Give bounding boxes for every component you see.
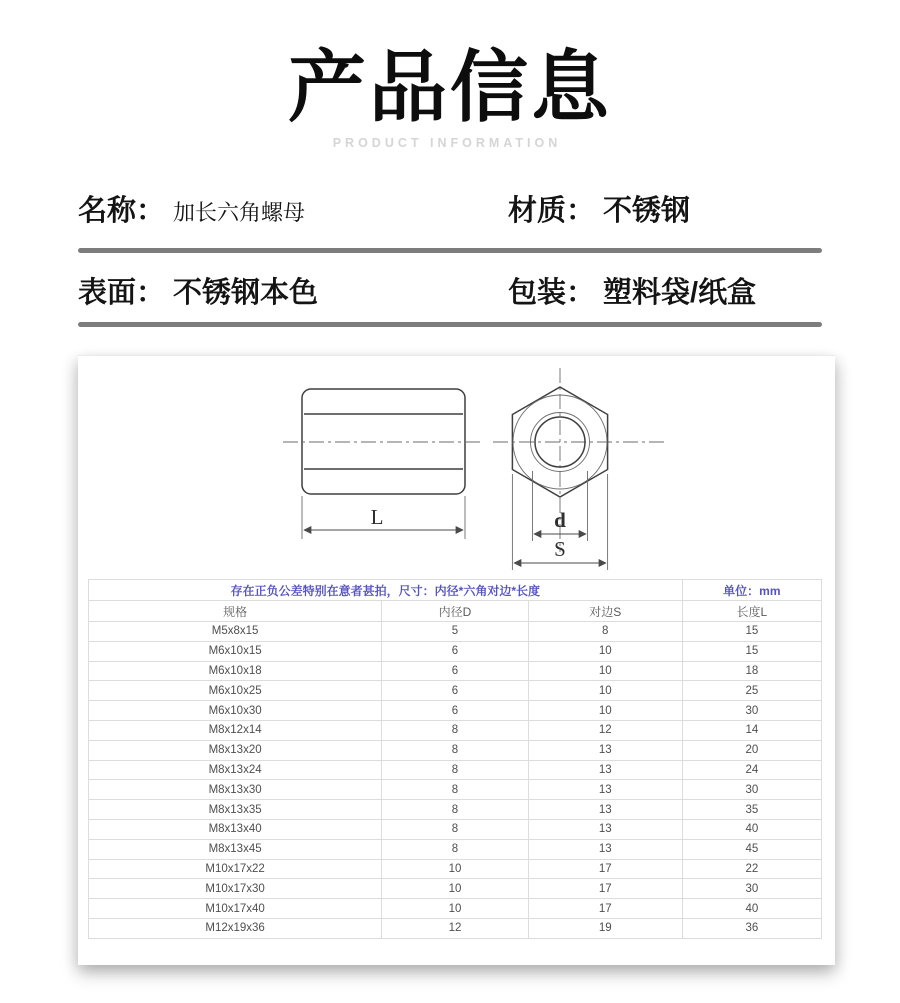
spec-cell: M10x17x40 (89, 899, 382, 919)
value-cell: 8 (382, 800, 529, 820)
table-row (89, 780, 822, 800)
spec-cell: M8x13x24 (89, 760, 382, 780)
spec-table (88, 579, 822, 939)
dimension-label-L: L (370, 505, 384, 529)
value-cell: 30 (682, 701, 821, 721)
value-cell: 22 (682, 859, 821, 879)
value-cell: 14 (682, 720, 821, 740)
hex-nut-technical-drawing (78, 356, 835, 578)
col-header-spec: 规格 (89, 601, 382, 622)
field-surface-value: 不锈钢本色 (173, 277, 319, 309)
value-cell: 45 (682, 839, 821, 859)
table-row (89, 661, 822, 681)
spec-cell: M6x10x25 (89, 681, 382, 701)
value-cell: 8 (382, 720, 529, 740)
value-cell: 10 (528, 681, 682, 701)
field-name-value: 加长六角螺母 (173, 200, 306, 225)
value-cell: 8 (382, 839, 529, 859)
divider-line (78, 248, 822, 253)
table-row (89, 918, 822, 938)
col-header-flatsS: 对边S (528, 601, 682, 622)
tolerance-note: 存在正负公差特别在意者甚拍，尺寸：内径*六角对边*长度 (89, 580, 683, 601)
col-header-lengthL: 长度L (682, 601, 821, 622)
spec-cell: M8x13x40 (89, 819, 382, 839)
value-cell: 12 (382, 918, 529, 938)
field-material-label: 材质： (508, 195, 596, 227)
table-row (89, 899, 822, 919)
col-header-innerD: 内径D (382, 601, 529, 622)
divider-line (78, 322, 822, 327)
table-row (89, 740, 822, 760)
value-cell: 5 (382, 622, 529, 642)
field-surface (78, 270, 508, 311)
value-cell: 13 (528, 800, 682, 820)
table-row (89, 839, 822, 859)
value-cell: 24 (682, 760, 821, 780)
value-cell: 10 (382, 879, 529, 899)
side-view-drawing (283, 389, 484, 539)
spec-cell: M6x10x30 (89, 701, 382, 721)
value-cell: 10 (528, 661, 682, 681)
value-cell: 10 (528, 641, 682, 661)
table-row (89, 879, 822, 899)
value-cell: 30 (682, 879, 821, 899)
value-cell: 30 (682, 780, 821, 800)
table-note-row (89, 580, 822, 601)
table-row (89, 622, 822, 642)
spec-table-body (89, 580, 822, 939)
value-cell: 13 (528, 740, 682, 760)
dimension-label-S: S (554, 537, 566, 561)
spec-cell: M8x12x14 (89, 720, 382, 740)
spec-cell: M10x17x22 (89, 859, 382, 879)
table-row (89, 720, 822, 740)
spec-cell: M10x17x30 (89, 879, 382, 899)
unit-label: 单位：mm (682, 580, 821, 601)
field-material-value: 不锈钢 (603, 195, 691, 227)
spec-cell: M12x19x36 (89, 918, 382, 938)
value-cell: 6 (382, 681, 529, 701)
dimension-label-d: d (554, 508, 566, 532)
value-cell: 8 (382, 780, 529, 800)
value-cell: 6 (382, 661, 529, 681)
info-row-2 (78, 270, 824, 311)
value-cell: 10 (382, 859, 529, 879)
value-cell: 12 (528, 720, 682, 740)
page-subtitle: PRODUCT INFORMATION (332, 136, 562, 150)
value-cell: 8 (382, 760, 529, 780)
value-cell: 15 (682, 641, 821, 661)
field-packaging-label: 包装： (508, 277, 596, 309)
table-row (89, 760, 822, 780)
value-cell: 17 (528, 879, 682, 899)
table-row (89, 641, 822, 661)
value-cell: 6 (382, 701, 529, 721)
field-name (78, 188, 508, 229)
info-row-1 (78, 188, 824, 229)
value-cell: 8 (528, 622, 682, 642)
value-cell: 10 (382, 899, 529, 919)
table-row (89, 701, 822, 721)
table-row (89, 681, 822, 701)
value-cell: 15 (682, 622, 821, 642)
spec-cell: M8x13x45 (89, 839, 382, 859)
spec-cell: M8x13x20 (89, 740, 382, 760)
value-cell: 40 (682, 899, 821, 919)
value-cell: 17 (528, 859, 682, 879)
table-header-row (89, 601, 822, 622)
value-cell: 17 (528, 899, 682, 919)
table-row (89, 859, 822, 879)
value-cell: 13 (528, 819, 682, 839)
value-cell: 19 (528, 918, 682, 938)
spec-cell: M8x13x30 (89, 780, 382, 800)
value-cell: 6 (382, 641, 529, 661)
spec-cell: M5x8x15 (89, 622, 382, 642)
value-cell: 35 (682, 800, 821, 820)
front-view-drawing (493, 368, 667, 570)
value-cell: 10 (528, 701, 682, 721)
spec-cell: M8x13x35 (89, 800, 382, 820)
value-cell: 36 (682, 918, 821, 938)
spec-cell: M6x10x15 (89, 641, 382, 661)
value-cell: 8 (382, 740, 529, 760)
value-cell: 13 (528, 780, 682, 800)
spec-card (78, 355, 835, 965)
page-title: 产品信息 (287, 43, 612, 131)
field-packaging-value: 塑料袋/纸盒 (603, 277, 757, 309)
field-name-label: 名称： (78, 195, 166, 227)
field-material (508, 188, 824, 229)
value-cell: 18 (682, 661, 821, 681)
table-row (89, 800, 822, 820)
table-row (89, 819, 822, 839)
value-cell: 13 (528, 760, 682, 780)
value-cell: 8 (382, 819, 529, 839)
value-cell: 40 (682, 819, 821, 839)
value-cell: 25 (682, 681, 821, 701)
spec-cell: M6x10x18 (89, 661, 382, 681)
field-surface-label: 表面： (78, 277, 166, 309)
value-cell: 20 (682, 740, 821, 760)
field-packaging (508, 270, 824, 311)
value-cell: 13 (528, 839, 682, 859)
